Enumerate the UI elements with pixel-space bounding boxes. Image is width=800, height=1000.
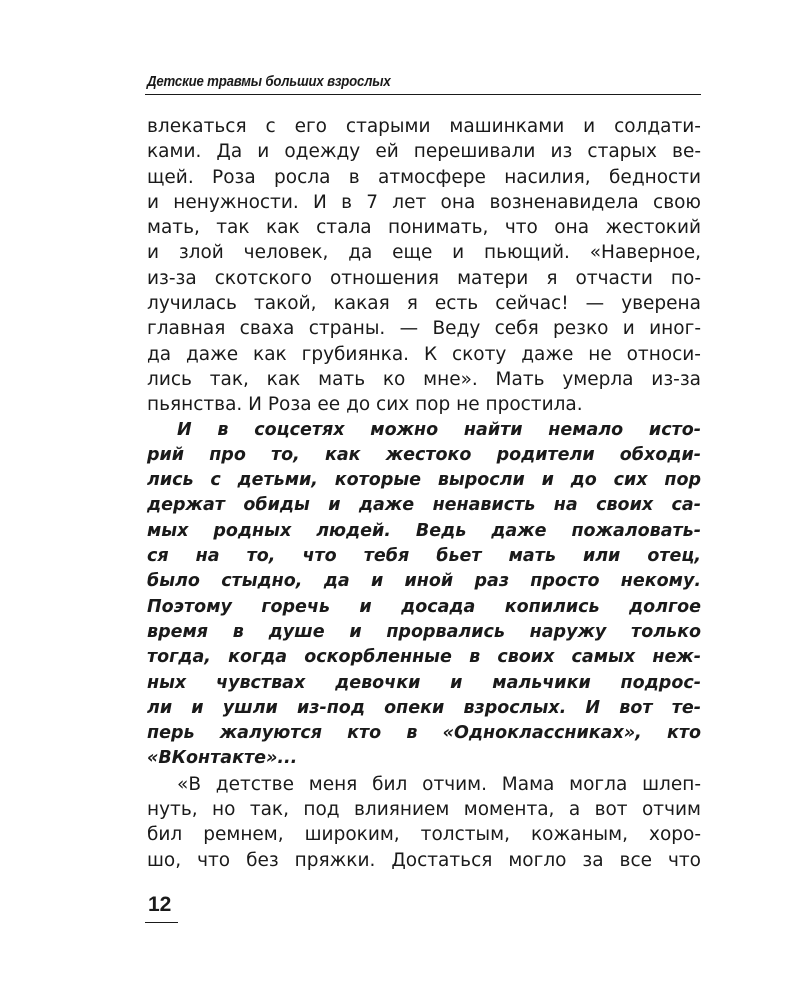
running-head: Детские травмы больших взрослых	[147, 73, 391, 90]
bold-italic-text-line: И в соцсетях можно найти немало исто-	[177, 419, 701, 440]
text-line: и злой человек, да еще и пьющий. «Наверное,	[147, 242, 701, 264]
bold-italic-text-line: тогда, когда оскорбленные в своих самых неж-	[147, 647, 701, 668]
bold-italic-text-line: было стыдно, да и иной раз просто некому.	[147, 571, 701, 592]
bold-italic-text-line: лись с детьми, которые выросли и до сих пор	[147, 470, 701, 491]
text-line: главная сваха страны. — Веду себя резко и иног-	[147, 318, 701, 340]
bold-italic-text-line: мых родных людей. Ведь даже пожаловать-	[147, 520, 701, 541]
text-line: лись так, как мать ко мне». Мать умерла из-за	[147, 368, 701, 390]
page-number: 12	[148, 893, 172, 916]
text-line: мать, так как стала понимать, что она жестокий	[147, 217, 701, 239]
bold-italic-text-line: ных чувствах девочки и мальчики подрос-	[147, 672, 701, 693]
bold-italic-text-line: перь жалуются кто в «Одноклассниках», кто	[147, 723, 701, 744]
body-text	[147, 114, 701, 873]
bold-italic-text-line: «ВКонтакте»...	[147, 748, 298, 769]
bold-italic-text-line: время в душе и прорвались наружу только	[147, 621, 701, 642]
bold-italic-text-line: ся на то, что тебя бьет мать или отец,	[147, 546, 701, 567]
bold-italic-text-line: держат обиды и даже ненависть на своих са-	[147, 495, 701, 516]
text-line: ками. Да и одежду ей перешивали из старых ве-	[147, 141, 701, 163]
text-line: да даже как грубиянка. К скоту даже не относи-	[147, 343, 701, 365]
text-line: влекаться с его старыми машинками и солдати-	[147, 116, 701, 137]
text-line: лучилась такой, какая я есть сейчас! — уверена	[147, 293, 701, 315]
text-line: щей. Роза росла в атмосфере насилия, бедности	[147, 166, 701, 188]
text-line: «В детстве меня бил отчим. Мама могла шлеп-	[177, 773, 701, 795]
text-line: бил ремнем, широким, толстым, кожаным, хоро-	[147, 824, 701, 846]
bold-italic-text-line: ли и ушли из-под опеки взрослых. И вот те-	[147, 697, 701, 718]
footer-rule	[145, 922, 178, 923]
text-line: пьянства. И Роза ее до сих пор не простила.	[147, 394, 583, 416]
bold-italic-text-line: рий про то, как жестоко родители обходи-	[147, 444, 701, 465]
text-line: нуть, но так, под влиянием момента, а вот отчим	[147, 799, 701, 821]
text-line: и ненужности. И в 7 лет она возненавидела свою	[147, 191, 701, 213]
bold-italic-text-line: Поэтому горечь и досада копились долгое	[147, 596, 701, 617]
header-rule	[145, 94, 701, 95]
text-line: шо, что без пряжки. Достаться могло за все что	[147, 849, 701, 871]
text-line: из-за скотского отношения матери я отчасти по-	[147, 267, 701, 289]
